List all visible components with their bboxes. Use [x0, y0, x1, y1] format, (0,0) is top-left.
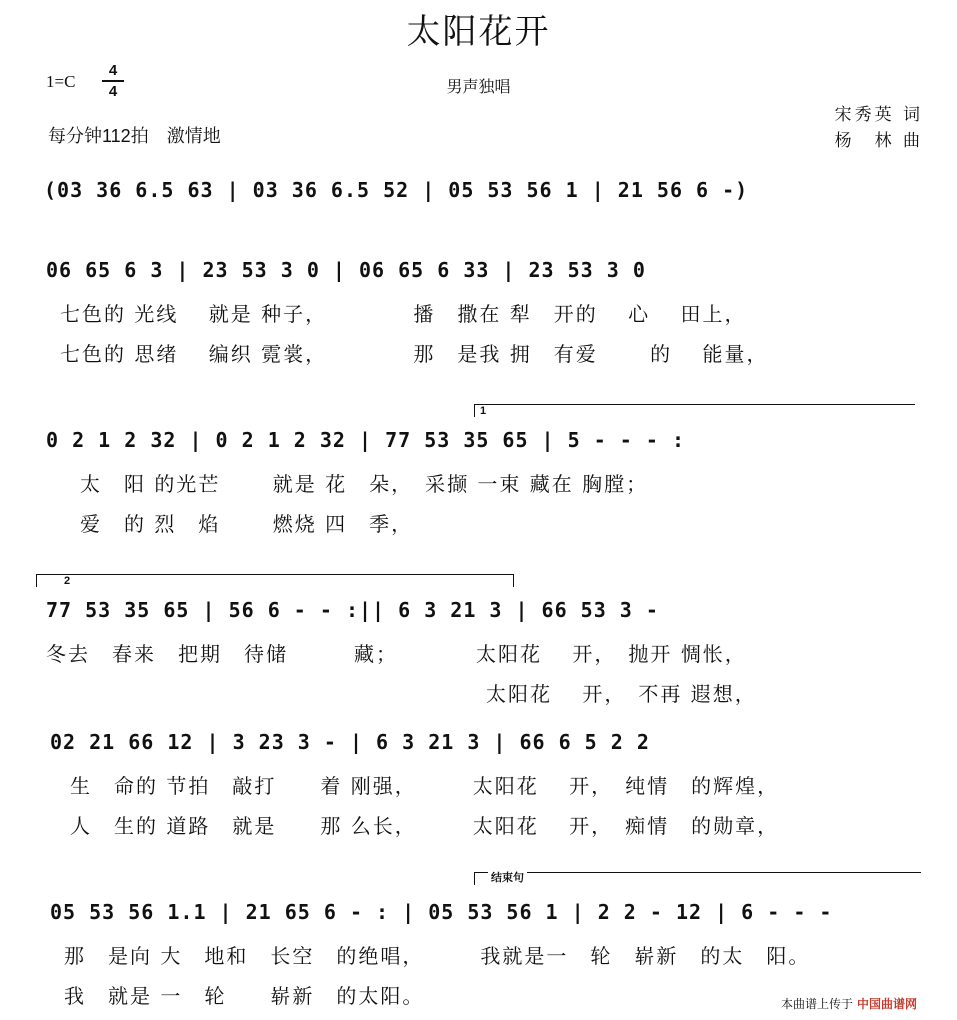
key-signature: 1=C: [46, 72, 76, 91]
meter-bottom: 4: [108, 83, 118, 100]
lyric-verse-2: 我 就是 一 轮 崭新 的太阳。: [64, 984, 425, 1008]
lyric-verse-2: 七色的 思绪 编织 霓裳， 那 是我 拥 有爱 的 能量，: [60, 342, 769, 366]
notation-row: 02 21 66 12 | 3 23 3 - | 6 3 21 3 | 66 6 5 2 2: [50, 730, 650, 754]
lyric-verse-2: 太阳花 开， 不再 遐想，: [46, 682, 757, 706]
score-line-5: [0, 730, 957, 838]
performer-label: 男声独唱: [446, 77, 511, 96]
lyric-verse-2: 爱 的 烈 焰 燃烧 四 季，: [80, 512, 414, 536]
score-line-4: [0, 598, 957, 706]
lyric-verse-1: 七色的 光线 就是 种子， 播 撒在 犁 开的 心 田上，: [60, 302, 747, 326]
volta-bracket-2: [36, 574, 514, 587]
lyric-verse-1: 那 是向 大 地和 长空 的绝唱， 我就是一 轮 崭新 的太 阳。: [64, 944, 811, 968]
notation-row: 05 53 56 1.1 | 21 65 6 - : | 05 53 56 1 | 2 2 - 12 | 6 - - -: [50, 900, 833, 924]
composer-credit: 杨 林 曲: [834, 131, 923, 151]
volta-label-2: 2: [64, 575, 71, 587]
tempo-marking: 每分钟112拍 激情地: [48, 126, 221, 146]
score-line-3: [0, 428, 957, 536]
notation-row: 06 65 6 3 | 23 53 3 0 | 06 65 6 33 | 23 53 3 0: [46, 258, 646, 282]
lyric-verse-1: 生 命的 节拍 敲打 着 刚强， 太阳花 开， 纯情 的辉煌，: [70, 774, 780, 798]
score-line-intro: [0, 178, 957, 206]
notation-row: (03 36 6.5 63 | 03 36 6.5 52 | 05 53 56 1 | 21 56 6 -): [44, 178, 749, 202]
volta-bracket-ending: [474, 872, 921, 885]
volta-bracket-1: [474, 404, 915, 417]
upload-credit-text: 本曲谱上传于: [780, 997, 853, 1011]
notation-row: 0 2 1 2 32 | 0 2 1 2 32 | 77 53 35 65 | 5 - - - :: [46, 428, 686, 452]
lyricist-credit: 宋秀英 词: [834, 105, 923, 125]
score-line-2: [0, 258, 957, 366]
upload-credit: [781, 995, 917, 1012]
volta-label-1: 1: [480, 405, 487, 417]
meter-top: 4: [108, 62, 118, 79]
lyric-verse-2: 人 生的 道路 就是 那 么长， 太阳花 开， 痴情 的勋章，: [70, 814, 780, 838]
lyric-verse-1: 冬去 春来 把期 待储 藏； 太阳花 开， 抛开 惆怅，: [46, 642, 747, 666]
volta-label-ending: 结束句: [488, 869, 527, 885]
notation-row: 77 53 35 65 | 56 6 - - :|| 6 3 21 3 | 66 53 3 -: [46, 598, 659, 622]
lyric-verse-1: 太 阳 的光芒 就是 花 朵， 采撷 一束 藏在 胸膛；: [80, 472, 649, 496]
song-title: 太阳花开: [406, 12, 551, 52]
site-brand-logo[interactable]: 中国曲谱网: [856, 997, 917, 1011]
